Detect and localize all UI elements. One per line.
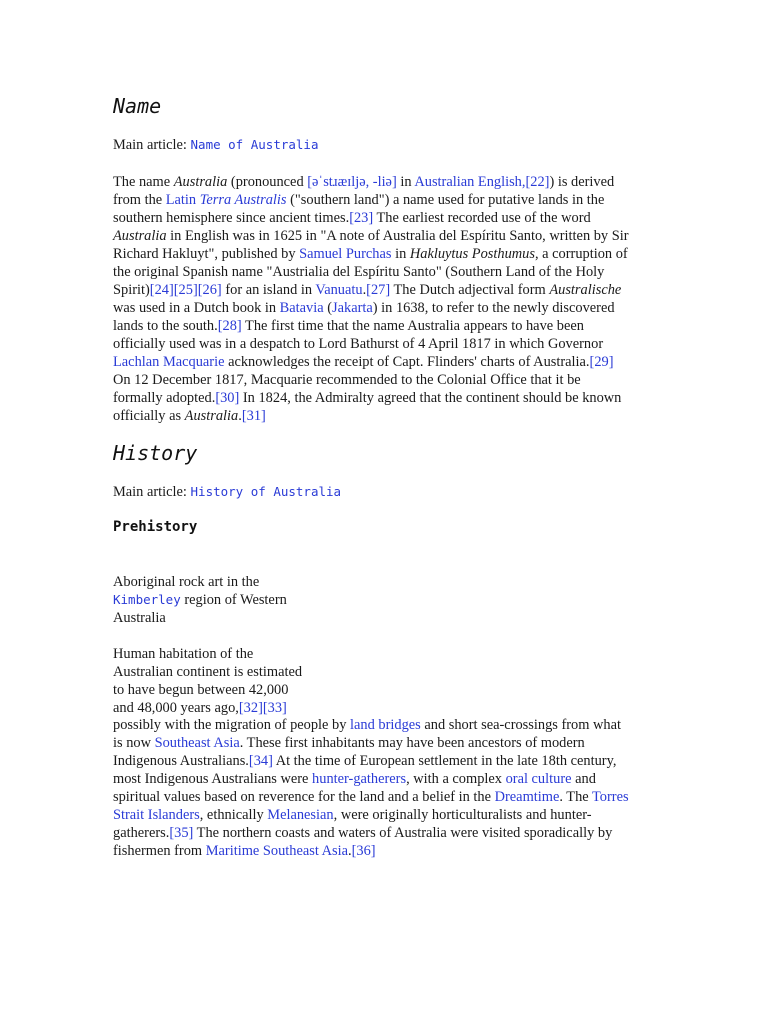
- text: At the time of European settlement in the late 18th century,: [272, 753, 617, 769]
- text: formally adopted.: [113, 390, 216, 406]
- section-heading-history: History: [113, 441, 198, 465]
- italic-text: Australische: [549, 282, 622, 298]
- link-jakarta[interactable]: Jakarta: [332, 300, 373, 316]
- text: ("southern land") a name used for putative lands in the: [286, 192, 605, 208]
- paragraph-line: [113, 173, 614, 191]
- text: , ethnically: [199, 807, 268, 823]
- citation-link[interactable]: [26]: [197, 282, 222, 298]
- text: The earliest recorded use of the word: [373, 210, 591, 226]
- paragraph-line: [113, 263, 604, 281]
- citation-link[interactable]: [36]: [351, 843, 376, 859]
- section-heading-name: Name: [113, 94, 162, 118]
- text: . These first inhabitants may have been ancestors of modern: [239, 735, 585, 751]
- paragraph-line: [113, 335, 603, 353]
- link-land-bridges[interactable]: land bridges: [350, 717, 421, 733]
- text: in English was in 1625 in "A note of Australia del Espíritu Santo, written by Sir: [166, 228, 629, 244]
- text: was used in a Dutch book in: [113, 300, 280, 316]
- link-kimberley[interactable]: Kimberley: [113, 592, 181, 607]
- citation-link[interactable]: [33]: [262, 700, 287, 716]
- caption-line: [113, 591, 287, 609]
- citation-link[interactable]: [25]: [173, 282, 198, 298]
- paragraph-line: [113, 281, 621, 299]
- paragraph-line: [113, 842, 376, 860]
- link-strait-islanders[interactable]: Strait Islanders: [113, 807, 200, 823]
- text: southern hemisphere since ancient times.: [113, 210, 350, 226]
- citation-link[interactable]: [32]: [238, 700, 263, 716]
- pronunciation-link[interactable]: [əˈstɹæɪljə, -liə]: [307, 174, 397, 190]
- paragraph-line: [113, 806, 592, 824]
- text: possibly with the migration of people by: [113, 717, 351, 733]
- paragraph-line: [113, 209, 591, 227]
- main-article-link-history-of-australia[interactable]: History of Australia: [190, 484, 342, 499]
- link-australian-english[interactable]: Australian English: [414, 174, 522, 190]
- link-torres[interactable]: Torres: [592, 789, 629, 805]
- paragraph-line: [113, 734, 585, 752]
- text: Richard Hakluyt", published by: [113, 246, 300, 262]
- text: acknowledges the receipt of Capt. Flinders' charts of Australia.: [224, 354, 590, 370]
- text: Australia: [113, 610, 166, 626]
- citation-link[interactable]: [29]: [589, 354, 614, 370]
- paragraph-line: [113, 699, 287, 717]
- text: ) in 1638, to refer to the newly discovered: [372, 300, 615, 316]
- citation-link[interactable]: [30]: [215, 390, 240, 406]
- text: and 48,000 years ago,: [113, 700, 239, 716]
- italic-text: Australia: [184, 408, 239, 424]
- text: .: [362, 282, 367, 298]
- text: The name: [113, 174, 174, 190]
- paragraph-line: [113, 770, 596, 788]
- text: for an island in: [221, 282, 316, 298]
- link-hunter-gatherers[interactable]: hunter-gatherers: [312, 771, 407, 787]
- citation-link[interactable]: [35]: [169, 825, 194, 841]
- citation-link[interactable]: [24]: [149, 282, 174, 298]
- link-batavia[interactable]: Batavia: [279, 300, 324, 316]
- main-article-note-name: [113, 136, 318, 154]
- citation-link[interactable]: [34]: [248, 753, 273, 769]
- text: Human habitation of the: [113, 646, 254, 662]
- text: .: [348, 843, 352, 859]
- text: fishermen from: [113, 843, 206, 859]
- link-southeast-asia[interactable]: Southeast Asia: [154, 735, 240, 751]
- paragraph-line: [113, 716, 621, 734]
- link-dreamtime[interactable]: Dreamtime: [494, 789, 560, 805]
- paragraph-line: [113, 824, 612, 842]
- text: The northern coasts and waters of Australia were visited sporadically by: [193, 825, 613, 841]
- link-melanesian[interactable]: Melanesian: [267, 807, 334, 823]
- paragraph-line: [113, 191, 604, 209]
- main-article-label: Main article:: [113, 484, 187, 500]
- text: , were originally horticulturalists and hunter-: [333, 807, 592, 823]
- link-vanuatu[interactable]: Vanuatu: [315, 282, 363, 298]
- subsection-heading-prehistory: Prehistory: [113, 519, 198, 535]
- text: to have begun between 42,000: [113, 682, 289, 698]
- text: lands to the south.: [113, 318, 218, 334]
- text: region of Western: [180, 592, 287, 608]
- citation-link[interactable]: [31]: [241, 408, 266, 424]
- paragraph-line: [113, 299, 615, 317]
- text: .: [238, 408, 242, 424]
- text: most Indigenous Australians were: [113, 771, 313, 787]
- paragraph-line: [113, 245, 628, 263]
- text: the original Spanish name "Austrialia del Espíritu Santo" (Southern Land of the Holy: [113, 264, 605, 280]
- paragraph-line: [113, 317, 584, 335]
- main-article-label: Main article:: [113, 137, 187, 153]
- text: The first time that the name Australia appears to have been: [241, 318, 584, 334]
- italic-text: Australia: [173, 174, 228, 190]
- link-latin[interactable]: Latin: [165, 192, 197, 208]
- citation-link[interactable]: [23]: [349, 210, 374, 226]
- paragraph-line: [113, 788, 629, 806]
- caption-line: [113, 573, 259, 591]
- link[interactable]: ,: [521, 174, 526, 190]
- link-lachlan-macquarie[interactable]: Lachlan Macquarie: [113, 354, 225, 370]
- text: On 12 December 1817, Macquarie recommended to the Colonial Office that it be: [113, 372, 581, 388]
- italic-text: Australia: [113, 228, 167, 244]
- text: Spirit): [113, 282, 150, 298]
- citation-link[interactable]: [27]: [366, 282, 391, 298]
- text: , with a complex: [406, 771, 506, 787]
- text: in: [396, 174, 415, 190]
- main-article-note-history: [113, 483, 341, 501]
- text: In 1824, the Admiralty agreed that the continent should be known: [239, 390, 622, 406]
- text: The Dutch adjectival form: [390, 282, 550, 298]
- link-terra-australis[interactable]: Terra Australis: [199, 192, 287, 208]
- paragraph-line: [113, 389, 621, 407]
- citation-link[interactable]: [22]: [525, 174, 550, 190]
- text: officially used was in a despatch to Lord Bathurst of 4 April 1817 in which Governor: [113, 336, 604, 352]
- text: in: [391, 246, 410, 262]
- paragraph-line: [113, 663, 302, 681]
- text: Australian continent is estimated: [113, 664, 303, 680]
- text: (pronounced: [227, 174, 308, 190]
- link-oral-culture[interactable]: oral culture: [505, 771, 572, 787]
- text: gatherers.: [113, 825, 170, 841]
- link-samuel-purchas[interactable]: Samuel Purchas: [299, 246, 392, 262]
- caption-line: [113, 609, 166, 627]
- text: Aboriginal rock art in the: [113, 574, 260, 590]
- text: Indigenous Australians.: [113, 753, 249, 769]
- text: . The: [559, 789, 592, 805]
- italic-text: Hakluytus Posthumus: [409, 246, 535, 262]
- citation-link[interactable]: [28]: [217, 318, 242, 334]
- paragraph-line: [113, 371, 581, 389]
- link-maritime-southeast-asia[interactable]: Maritime Southeast Asia: [205, 843, 349, 859]
- text: officially as: [113, 408, 185, 424]
- paragraph-line: [113, 353, 614, 371]
- text: from the: [113, 192, 166, 208]
- text: spiritual values based on reverence for the land and a belief in the: [113, 789, 495, 805]
- text: and short sea-crossings from what: [420, 717, 622, 733]
- paragraph-line: [113, 407, 266, 425]
- text: is now: [113, 735, 155, 751]
- text: , a corruption of: [534, 246, 628, 262]
- text: ) is derived: [549, 174, 615, 190]
- paragraph-line: [113, 227, 629, 245]
- text: and: [571, 771, 596, 787]
- paragraph-line: [113, 681, 288, 699]
- text: (: [323, 300, 333, 316]
- main-article-link-name-of-australia[interactable]: Name of Australia: [190, 137, 319, 152]
- paragraph-line: [113, 645, 253, 663]
- paragraph-line: [113, 752, 616, 770]
